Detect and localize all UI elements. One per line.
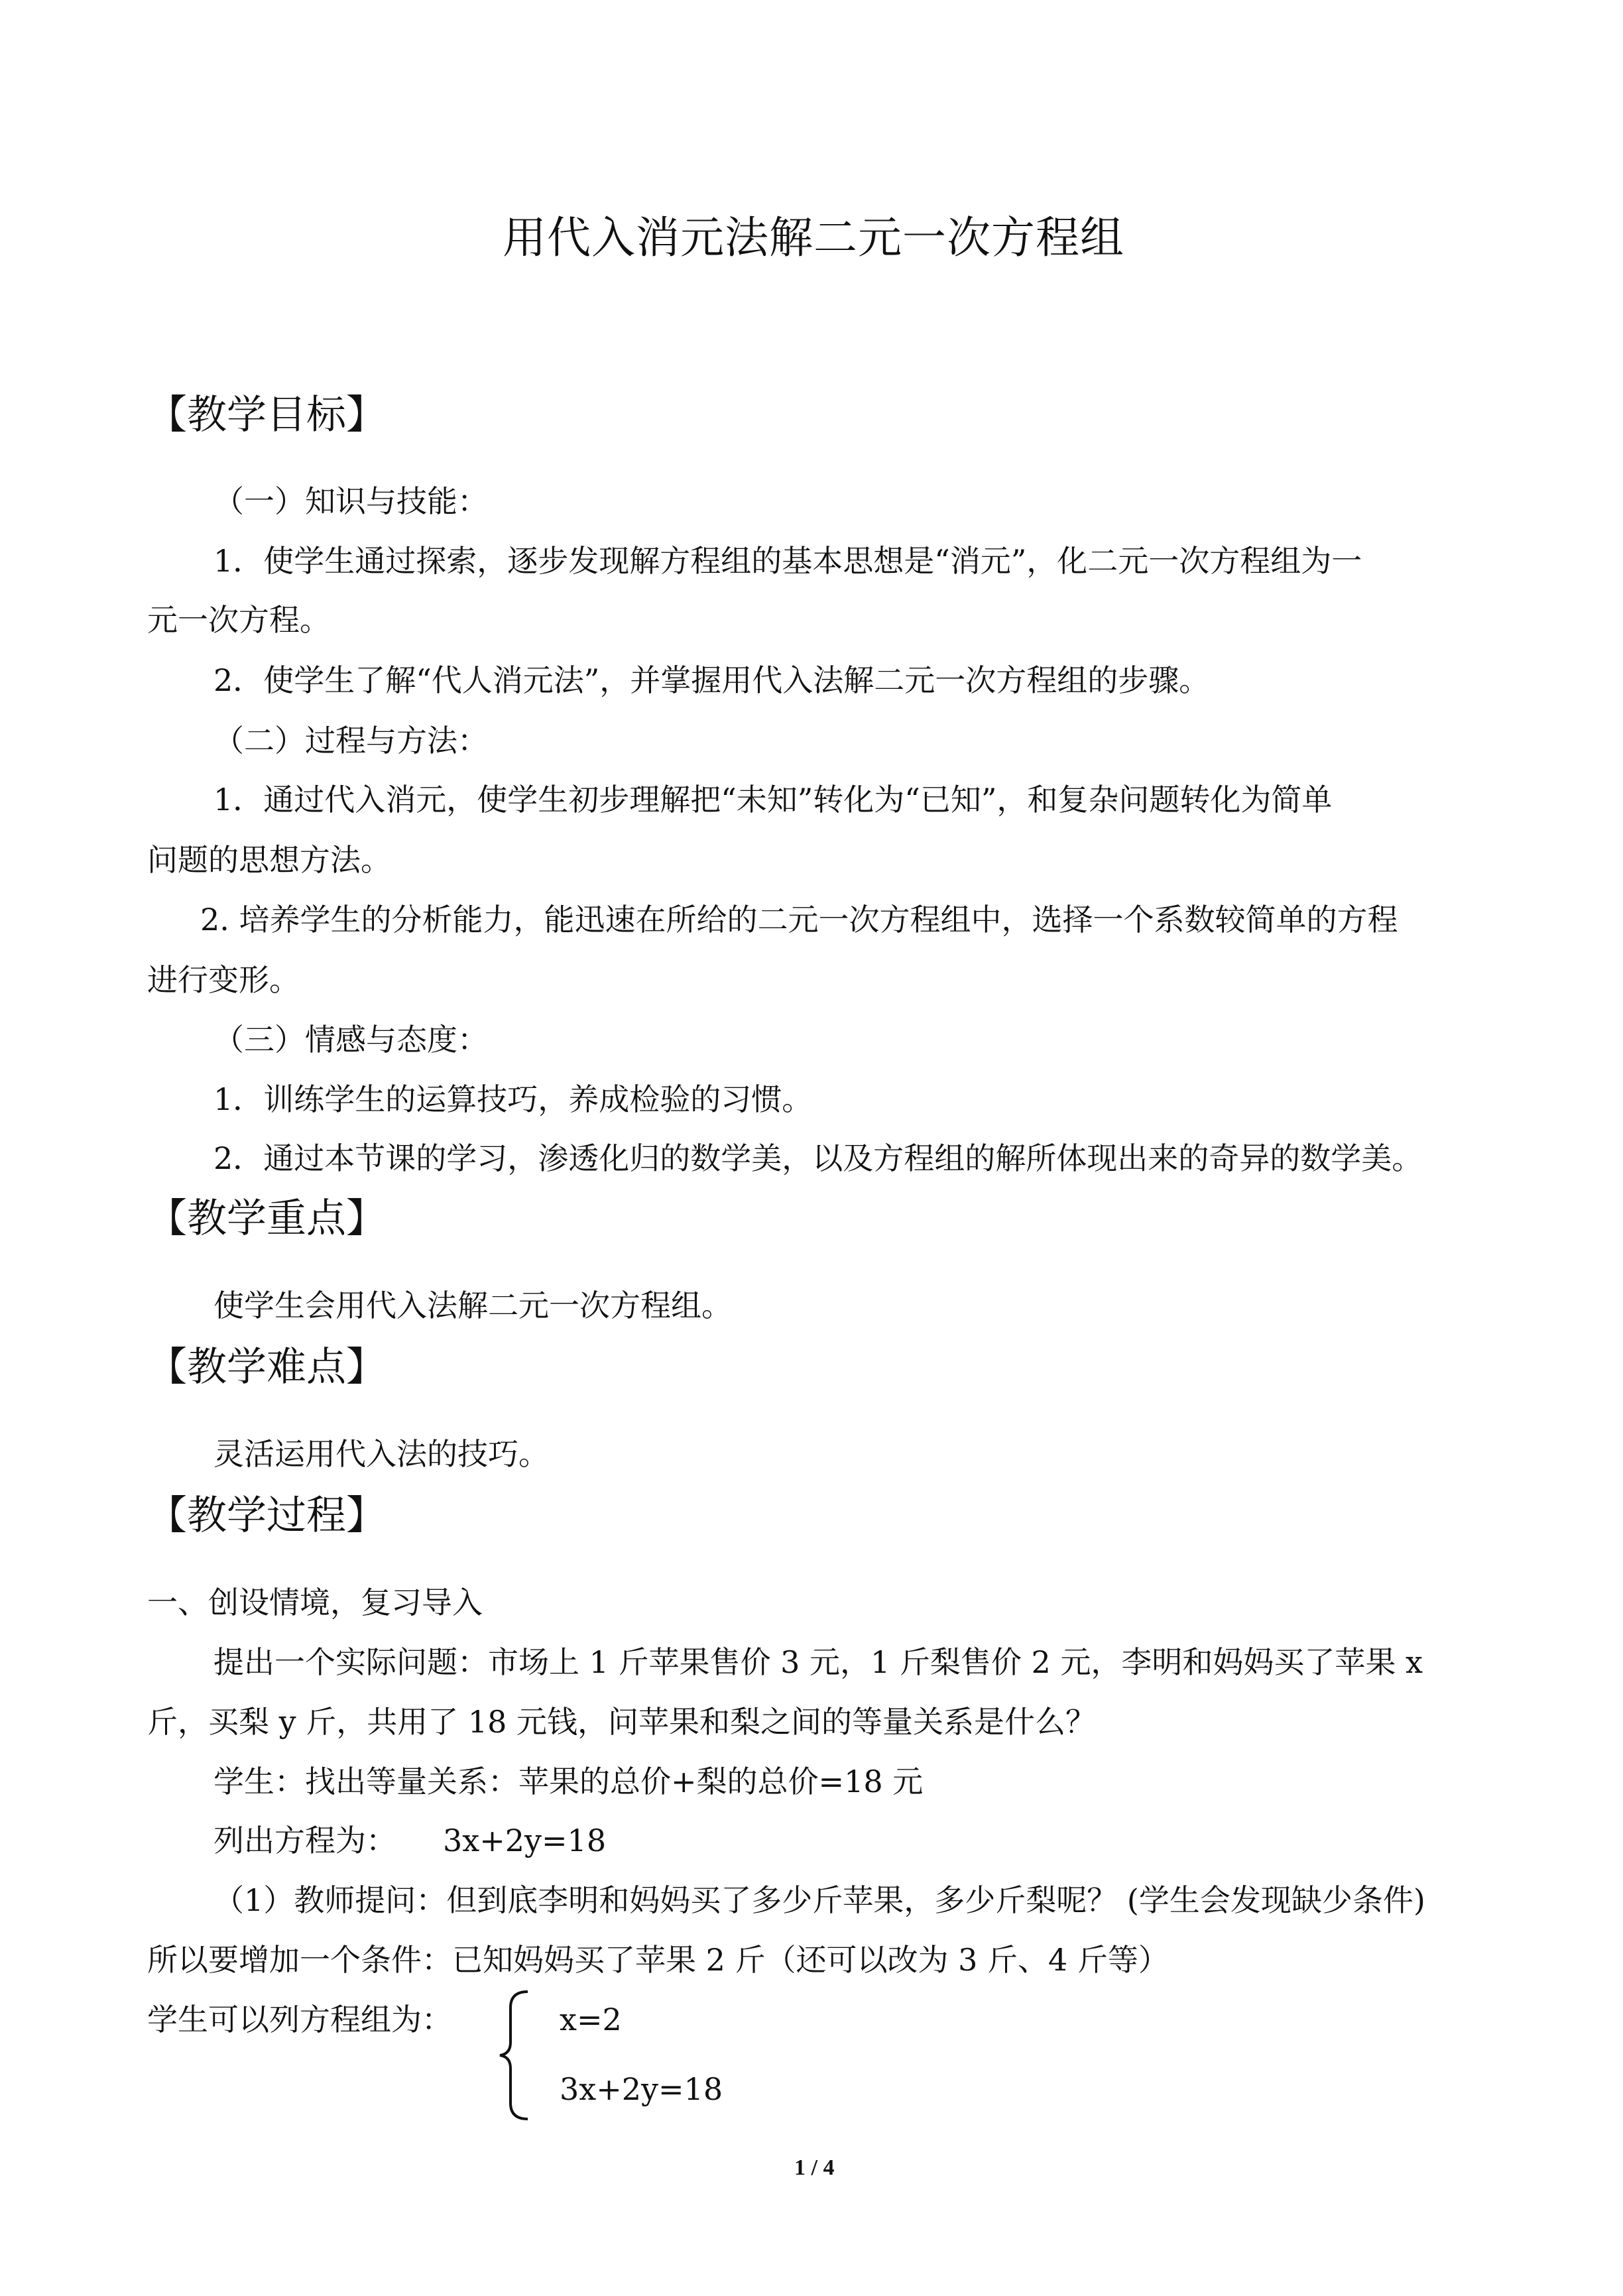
page-number: 1 / 4 — [794, 2155, 835, 2180]
goals-knowledge-item-1-line-1: 1．使学生通过探索，逐步发现解方程组的基本思想是“消元”，化二元一次方程组为一 — [213, 543, 1362, 579]
process-question-line-2: 斤，买梨 y 斤，共用了 18 元钱，问苹果和梨之间的等量关系是什么？ — [147, 1704, 1097, 1740]
section-heading-difficulty: 【教学难点】 — [147, 1344, 386, 1390]
equation-system-brace — [496, 1989, 533, 2122]
difficulty-text: 灵活运用代入法的技巧。 — [213, 1436, 549, 1472]
process-teacher-question-line-2: 所以要增加一个条件：已知妈妈买了苹果 2 斤（还可以改为 3 斤、4 斤等） — [147, 1942, 1169, 1978]
process-equation-label: 列出方程为： — [213, 1823, 396, 1858]
goals-subheading-knowledge: （一）知识与技能： — [213, 483, 488, 519]
section-heading-key-points: 【教学重点】 — [147, 1195, 386, 1242]
goals-subheading-emotion: （三）情感与态度： — [213, 1022, 488, 1057]
goals-process-item-1-line-2: 问题的思想方法。 — [147, 842, 391, 878]
goals-knowledge-item-2: 2．使学生了解“代人消元法”，并掌握用代入法解二元一次方程组的步骤。 — [213, 662, 1210, 698]
process-step-1-heading: 一、创设情境，复习导入 — [147, 1585, 483, 1620]
section-heading-process: 【教学过程】 — [147, 1492, 386, 1539]
key-points-text: 使学生会用代入法解二元一次方程组。 — [213, 1288, 732, 1323]
system-equation-1: x=2 — [560, 2002, 622, 2037]
goals-process-item-2-line-1: 2. 培养学生的分析能力，能迅速在所给的二元一次方程组中，选择一个系数较简单的方程 — [200, 902, 1398, 937]
section-heading-goals: 【教学目标】 — [147, 392, 386, 438]
process-student-answer: 学生：找出等量关系：苹果的总价+梨的总价=18 元 — [213, 1764, 924, 1799]
document-title: 用代入消元法解二元一次方程组 — [503, 212, 1124, 263]
goals-process-item-2-line-2: 进行变形。 — [147, 962, 300, 998]
goals-knowledge-item-1-line-2: 元一次方程。 — [147, 602, 330, 638]
goals-subheading-process: （二）过程与方法： — [213, 723, 488, 758]
goals-process-item-1-line-1: 1．通过代入消元，使学生初步理解把“未知”转化为“已知”，和复杂问题转化为简单 — [213, 782, 1333, 817]
system-equation-2: 3x+2y=18 — [560, 2071, 723, 2107]
goals-emotion-item-2: 2．通过本节课的学习，渗透化归的数学美，以及方程组的解所体现出来的奇异的数学美。 — [213, 1140, 1423, 1176]
process-equation: 3x+2y=18 — [443, 1823, 607, 1858]
goals-emotion-item-1: 1．训练学生的运算技巧，养成检验的习惯。 — [213, 1081, 813, 1117]
process-system-label: 学生可以列方程组为： — [147, 2002, 452, 2037]
process-teacher-question-line-1: （1）教师提问：但到底李明和妈妈买了多少斤苹果，多少斤梨呢？ (学生会发现缺少条件) — [213, 1882, 1425, 1918]
process-question-line-1: 提出一个实际问题：市场上 1 斤苹果售价 3 元，1 斤梨售价 2 元，李明和妈妈买了苹果 x — [213, 1644, 1423, 1680]
